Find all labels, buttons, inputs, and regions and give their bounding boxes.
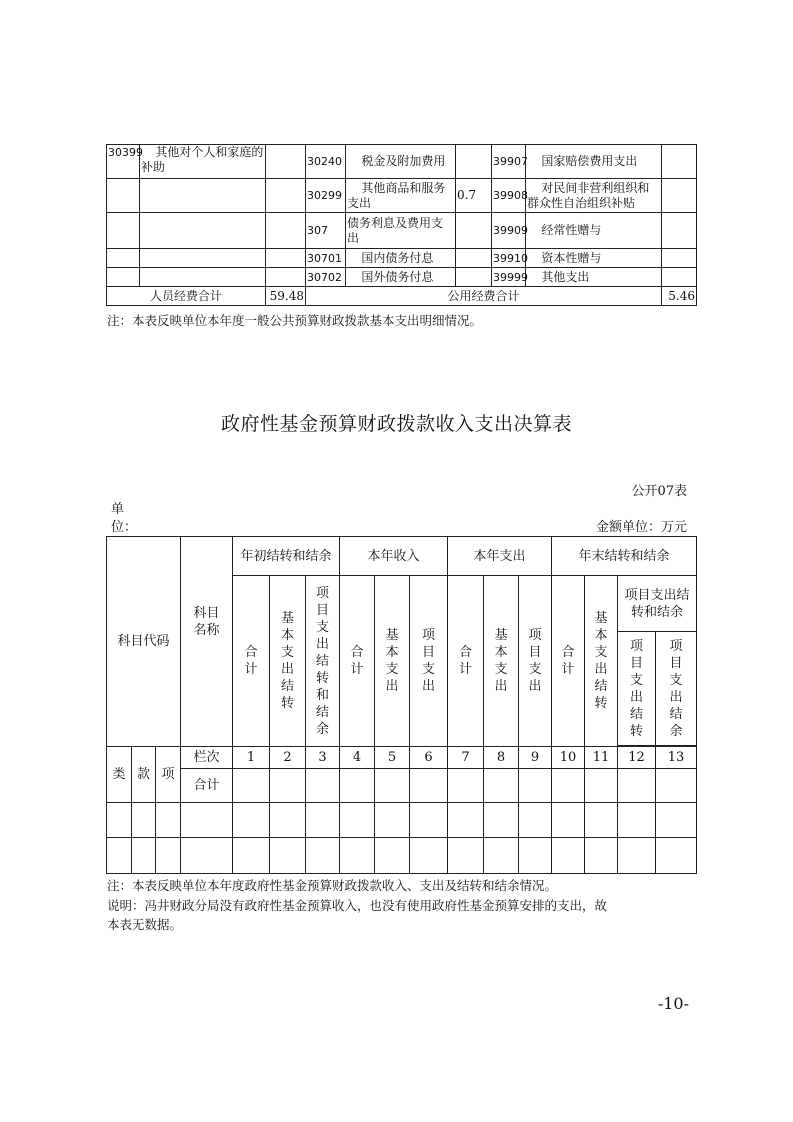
group-closing-balance: 年末结转和结余 bbox=[552, 537, 697, 576]
sub-total-header bbox=[340, 576, 375, 747]
personnel-total-label: 人员经费合计 bbox=[107, 287, 266, 306]
col-number: 11 bbox=[585, 747, 618, 769]
col-number: 7 bbox=[448, 747, 484, 769]
table-row bbox=[107, 145, 697, 179]
code-cell: 30240 bbox=[306, 145, 346, 179]
sub-project-carry-text: 项目支出结转和结余 bbox=[316, 585, 330, 737]
sub-basic-header bbox=[484, 576, 519, 747]
explanation-line-2: 本表无数据。 bbox=[107, 917, 183, 932]
table-row bbox=[107, 803, 697, 838]
data-cell bbox=[448, 769, 484, 803]
col-number: 12 bbox=[618, 747, 656, 769]
col-number: 4 bbox=[340, 747, 375, 769]
table-note: 注：本表反映单位本年度一般公共预算财政拨款基本支出明细情况。 bbox=[107, 313, 483, 328]
sub-project-carry-only-header bbox=[618, 632, 656, 746]
data-cell bbox=[375, 803, 410, 838]
data-cell bbox=[484, 803, 519, 838]
sub-total-text: 合计 bbox=[350, 645, 364, 677]
group-opening-balance: 年初结转和结余 bbox=[233, 537, 340, 576]
data-cell bbox=[410, 803, 448, 838]
col-number: 3 bbox=[306, 747, 340, 769]
data-cell bbox=[519, 803, 552, 838]
data-cell bbox=[233, 769, 270, 803]
data-cell bbox=[618, 838, 656, 874]
data-cell bbox=[306, 769, 340, 803]
expense-detail-table bbox=[106, 144, 697, 306]
value-cell bbox=[266, 268, 306, 287]
code-cell: 39909 bbox=[492, 213, 526, 249]
code-cell: 39908 bbox=[492, 179, 526, 213]
subject-name-text: 科目名称 bbox=[193, 605, 220, 638]
col-number: 8 bbox=[484, 747, 519, 769]
name-cell: 税金及附加费用 bbox=[346, 145, 456, 179]
name-cell: 其他商品和服务支出 bbox=[346, 179, 456, 213]
name-cell: 其他支出 bbox=[526, 268, 662, 287]
code-cell: 39907 bbox=[492, 145, 526, 179]
table-row bbox=[107, 179, 697, 213]
name-cell: 国家赔偿费用支出 bbox=[526, 145, 662, 179]
sub-total-text: 合计 bbox=[244, 645, 258, 677]
name-cell: 资本性赠与 bbox=[526, 249, 662, 268]
sub-total-header bbox=[552, 576, 585, 747]
code-cell bbox=[107, 268, 140, 287]
col-number: 9 bbox=[519, 747, 552, 769]
sub-basic-text: 基本支出 bbox=[494, 628, 508, 694]
data-cell bbox=[233, 803, 270, 838]
data-cell bbox=[306, 838, 340, 874]
data-cell bbox=[107, 838, 132, 874]
data-cell bbox=[656, 769, 697, 803]
code-cell bbox=[107, 249, 140, 268]
code-cell bbox=[107, 213, 140, 249]
code-cell: 30299 bbox=[306, 179, 346, 213]
data-cell bbox=[618, 769, 656, 803]
sub-total-text: 合计 bbox=[459, 645, 473, 677]
sub-basic-text: 基本支出 bbox=[385, 628, 399, 694]
code-cell: 39910 bbox=[492, 249, 526, 268]
sub-project-surplus-text: 项目支出结余 bbox=[669, 638, 683, 739]
data-cell bbox=[410, 769, 448, 803]
sub-project-carry-header bbox=[306, 576, 340, 747]
table-row bbox=[107, 268, 697, 287]
data-cell bbox=[519, 838, 552, 874]
subject-code-header: 科目代码 bbox=[107, 537, 181, 747]
total-row bbox=[107, 287, 697, 306]
public-total-label: 公用经费合计 bbox=[306, 287, 662, 306]
data-cell bbox=[270, 803, 306, 838]
col-number: 6 bbox=[410, 747, 448, 769]
table-row bbox=[107, 838, 697, 874]
sub-total-text: 合计 bbox=[561, 645, 575, 677]
page-number: -10- bbox=[657, 994, 689, 1013]
value-cell bbox=[662, 213, 697, 249]
data-cell bbox=[375, 838, 410, 874]
sub-basic-carry-text: 基本支出结转 bbox=[594, 611, 608, 711]
header-row bbox=[107, 537, 697, 576]
explanation-line-1: 说明：冯井财政分局没有政府性基金预算收入，也没有使用政府性基金预算安排的支出，故 bbox=[107, 898, 608, 913]
value-cell bbox=[456, 213, 492, 249]
data-cell bbox=[107, 803, 132, 838]
data-cell bbox=[340, 803, 375, 838]
code-cell: 30701 bbox=[306, 249, 346, 268]
name-cell: 经常性赠与 bbox=[526, 213, 662, 249]
page-title: 政府性基金预算财政拨款收入支出决算表 bbox=[220, 413, 572, 435]
value-cell bbox=[266, 179, 306, 213]
name-cell: 债务利息及费用支出 bbox=[346, 213, 456, 249]
name-cell: 国内债务付息 bbox=[346, 249, 456, 268]
table-number: 公开07表 bbox=[631, 484, 687, 499]
sub-project-group-header bbox=[618, 576, 697, 632]
sub-basic-carry-text: 基本支出结转 bbox=[281, 611, 295, 711]
unit-label-colon: 位： bbox=[111, 520, 138, 535]
col-number: 5 bbox=[375, 747, 410, 769]
money-unit: 金额单位：万元 bbox=[595, 520, 687, 535]
sub-project-carry-only-text: 项目支出结转 bbox=[630, 638, 644, 739]
data-cell bbox=[656, 803, 697, 838]
heji-label: 合计 bbox=[181, 769, 233, 803]
data-cell bbox=[656, 838, 697, 874]
sub-project-header bbox=[519, 576, 552, 747]
sub-basic-header bbox=[375, 576, 410, 747]
xiang-header: 项 bbox=[156, 747, 181, 803]
data-cell bbox=[306, 803, 340, 838]
lei-header: 类 bbox=[107, 747, 132, 803]
name-cell bbox=[140, 268, 266, 287]
value-cell: 0.7 bbox=[456, 179, 492, 213]
col-number: 2 bbox=[270, 747, 306, 769]
data-cell bbox=[156, 803, 181, 838]
data-cell bbox=[585, 769, 618, 803]
name-cell: 其他对个人和家庭的补助 bbox=[140, 145, 266, 179]
value-cell bbox=[662, 268, 697, 287]
data-cell bbox=[618, 803, 656, 838]
subject-name-header bbox=[181, 537, 233, 747]
data-cell bbox=[552, 838, 585, 874]
kuan-header: 款 bbox=[132, 747, 156, 803]
data-cell bbox=[156, 838, 181, 874]
value-cell bbox=[456, 249, 492, 268]
table-note: 注：本表反映单位本年度政府性基金预算财政拨款收入、支出及结转和结余情况。 bbox=[107, 878, 558, 893]
value-cell bbox=[662, 179, 697, 213]
code-cell bbox=[107, 179, 140, 213]
value-cell bbox=[662, 249, 697, 268]
public-total-value: 5.46 bbox=[662, 287, 697, 306]
value-cell bbox=[266, 145, 306, 179]
data-cell bbox=[552, 769, 585, 803]
fund-budget-table bbox=[106, 536, 697, 874]
data-cell bbox=[410, 838, 448, 874]
data-cell bbox=[448, 838, 484, 874]
column-index-row bbox=[107, 747, 697, 769]
code-cell: 307 bbox=[306, 213, 346, 249]
data-cell bbox=[484, 769, 519, 803]
sub-project-text: 项目支出 bbox=[422, 628, 436, 694]
group-expense: 本年支出 bbox=[448, 537, 552, 576]
value-cell bbox=[456, 145, 492, 179]
value-cell bbox=[662, 145, 697, 179]
code-cell: 30399 bbox=[107, 145, 140, 179]
data-cell bbox=[340, 838, 375, 874]
col-number: 10 bbox=[552, 747, 585, 769]
sub-project-group-text: 项目支出结转和结余 bbox=[624, 587, 690, 620]
value-cell bbox=[456, 268, 492, 287]
sub-basic-carry-header bbox=[585, 576, 618, 747]
name-cell: 对民间非营利组织和群众性自治组织补贴 bbox=[526, 179, 662, 213]
data-cell bbox=[340, 769, 375, 803]
lanci-label: 栏次 bbox=[181, 747, 233, 769]
data-cell bbox=[132, 803, 156, 838]
sub-total-header bbox=[448, 576, 484, 747]
data-cell bbox=[233, 838, 270, 874]
name-cell: 国外债务付息 bbox=[346, 268, 456, 287]
data-cell bbox=[375, 769, 410, 803]
total-row bbox=[107, 769, 697, 803]
data-cell bbox=[181, 838, 233, 874]
data-cell bbox=[132, 838, 156, 874]
personnel-total-value: 59.48 bbox=[266, 287, 306, 306]
data-cell bbox=[519, 769, 552, 803]
col-number: 13 bbox=[656, 747, 697, 769]
data-cell bbox=[585, 838, 618, 874]
sub-project-header bbox=[410, 576, 448, 747]
unit-label: 单 bbox=[111, 502, 125, 517]
data-cell bbox=[448, 803, 484, 838]
table-row bbox=[107, 249, 697, 268]
group-income: 本年收入 bbox=[340, 537, 448, 576]
data-cell bbox=[484, 838, 519, 874]
data-cell bbox=[552, 803, 585, 838]
value-cell bbox=[266, 249, 306, 268]
sub-project-text: 项目支出 bbox=[528, 628, 542, 694]
code-cell: 30702 bbox=[306, 268, 346, 287]
data-cell bbox=[585, 803, 618, 838]
name-cell bbox=[140, 179, 266, 213]
data-cell bbox=[181, 803, 233, 838]
sub-basic-carry-header bbox=[270, 576, 306, 747]
sub-project-surplus-header bbox=[656, 632, 697, 746]
col-number: 1 bbox=[233, 747, 270, 769]
name-cell bbox=[140, 213, 266, 249]
name-cell bbox=[140, 249, 266, 268]
data-cell bbox=[270, 838, 306, 874]
code-cell: 39999 bbox=[492, 268, 526, 287]
table-row bbox=[107, 213, 697, 249]
value-cell bbox=[266, 213, 306, 249]
sub-total-header bbox=[233, 576, 270, 747]
data-cell bbox=[270, 769, 306, 803]
